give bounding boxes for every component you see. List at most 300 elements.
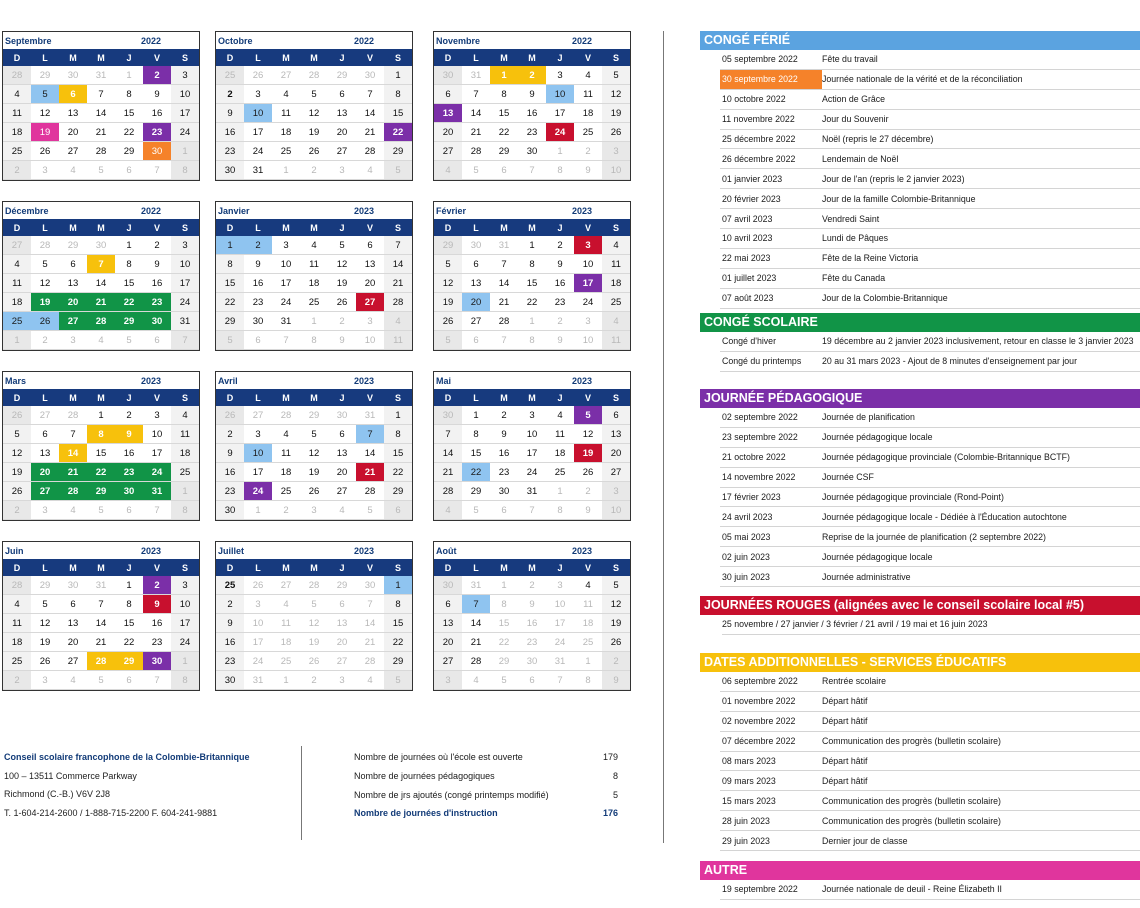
day-cell: 16 bbox=[115, 444, 143, 463]
day-grid bbox=[216, 236, 412, 350]
day-cell: 15 bbox=[384, 104, 412, 123]
day-cell: 17 bbox=[143, 444, 171, 463]
day-cell: 27 bbox=[328, 482, 356, 501]
day-cell: 7 bbox=[462, 595, 490, 614]
day-cell: 21 bbox=[490, 293, 518, 312]
day-cell: 2 bbox=[546, 236, 574, 255]
entry-date: 07 août 2023 bbox=[722, 293, 774, 304]
day-cell: 10 bbox=[244, 614, 272, 633]
stat-label: Nombre de journées où l'école est ouverte bbox=[354, 752, 523, 763]
contact-block bbox=[4, 748, 250, 822]
day-cell: 9 bbox=[216, 614, 244, 633]
day-cell: 6 bbox=[115, 161, 143, 180]
day-cell: 7 bbox=[143, 671, 171, 690]
day-cell: 5 bbox=[574, 406, 602, 425]
day-cell: 19 bbox=[328, 274, 356, 293]
month-year: 2023 bbox=[571, 375, 592, 386]
day-cell: 29 bbox=[87, 482, 115, 501]
day-cell: 6 bbox=[59, 595, 87, 614]
day-cell: 15 bbox=[490, 614, 518, 633]
day-cell: 7 bbox=[546, 671, 574, 690]
day-cell: 18 bbox=[171, 444, 199, 463]
day-cell: 4 bbox=[3, 85, 31, 104]
month-name: Juin bbox=[5, 545, 24, 556]
legend-entry bbox=[720, 448, 1140, 468]
day-cell: 17 bbox=[244, 633, 272, 652]
entry-date: 10 octobre 2022 bbox=[722, 94, 786, 105]
day-cell: 20 bbox=[328, 463, 356, 482]
day-cell: 17 bbox=[546, 614, 574, 633]
entry-date: 08 mars 2023 bbox=[722, 756, 776, 766]
day-cell: 1 bbox=[115, 236, 143, 255]
day-cell: 30 bbox=[59, 66, 87, 85]
weekday-label: M bbox=[500, 52, 508, 63]
day-cell: 10 bbox=[171, 595, 199, 614]
day-cell: 11 bbox=[171, 425, 199, 444]
day-cell: 28 bbox=[462, 652, 490, 671]
day-cell: 23 bbox=[216, 652, 244, 671]
day-grid bbox=[3, 236, 199, 350]
day-cell: 3 bbox=[518, 406, 546, 425]
day-cell: 10 bbox=[356, 331, 384, 350]
day-cell: 28 bbox=[300, 576, 328, 595]
day-cell: 8 bbox=[171, 161, 199, 180]
red-days-list: 25 novembre / 27 janvier / 3 février / 21 avril / 19 mai et 16 juin 2023 bbox=[722, 615, 1140, 635]
day-cell: 3 bbox=[546, 576, 574, 595]
month-name: Février bbox=[436, 205, 467, 216]
day-cell: 2 bbox=[300, 161, 328, 180]
legend-entry bbox=[720, 468, 1140, 488]
entry-description: Jour de l'an (repris le 2 janvier 2023) bbox=[822, 173, 965, 184]
month-calendar bbox=[2, 541, 200, 691]
month-year: 2023 bbox=[140, 545, 161, 556]
day-cell: 16 bbox=[244, 274, 272, 293]
weekday-label: D bbox=[13, 52, 21, 63]
day-cell: 31 bbox=[244, 161, 272, 180]
day-cell: 11 bbox=[602, 255, 630, 274]
day-cell: 24 bbox=[171, 633, 199, 652]
day-cell: 6 bbox=[115, 501, 143, 520]
entry-description: Jour du Souvenir bbox=[822, 114, 889, 125]
day-cell: 28 bbox=[59, 406, 87, 425]
day-cell: 1 bbox=[87, 406, 115, 425]
section-title: CONGÉ SCOLAIRE bbox=[700, 313, 1140, 332]
weekday-label: L bbox=[255, 392, 261, 403]
weekday-label: J bbox=[557, 562, 563, 573]
day-cell: 8 bbox=[546, 161, 574, 180]
day-cell: 28 bbox=[31, 236, 59, 255]
day-cell: 20 bbox=[328, 123, 356, 142]
day-cell: 29 bbox=[31, 576, 59, 595]
day-cell: 23 bbox=[115, 463, 143, 482]
day-cell: 7 bbox=[59, 425, 87, 444]
month-calendar bbox=[433, 31, 631, 181]
day-cell: 2 bbox=[31, 331, 59, 350]
day-cell: 24 bbox=[143, 463, 171, 482]
month-year: 2022 bbox=[353, 35, 374, 46]
day-cell: 25 bbox=[3, 312, 31, 331]
day-cell: 20 bbox=[31, 463, 59, 482]
weekday-label: L bbox=[255, 52, 261, 63]
day-cell: 1 bbox=[171, 482, 199, 501]
day-cell: 23 bbox=[244, 293, 272, 312]
weekday-label: J bbox=[126, 52, 132, 63]
weekday-label: J bbox=[557, 52, 563, 63]
day-grid bbox=[434, 236, 630, 350]
weekday-label: V bbox=[153, 52, 160, 63]
day-cell: 6 bbox=[143, 331, 171, 350]
page-divider bbox=[663, 31, 664, 843]
day-cell: 6 bbox=[462, 331, 490, 350]
day-cell: 1 bbox=[115, 66, 143, 85]
day-cell: 2 bbox=[216, 595, 244, 614]
entry-description: Fête du Canada bbox=[822, 273, 886, 284]
day-cell: 12 bbox=[602, 85, 630, 104]
weekday-label: M bbox=[528, 52, 536, 63]
weekday-label: M bbox=[69, 562, 77, 573]
weekday-label: S bbox=[612, 562, 619, 573]
month-name: Janvier bbox=[218, 205, 250, 216]
legend-section bbox=[700, 31, 1140, 309]
entry-description: Départ hâtif bbox=[822, 716, 868, 727]
day-cell: 8 bbox=[490, 85, 518, 104]
day-cell: 18 bbox=[272, 463, 300, 482]
weekday-label: M bbox=[310, 222, 318, 233]
entry-date: 24 avril 2023 bbox=[722, 511, 773, 522]
day-cell: 6 bbox=[328, 595, 356, 614]
day-cell: 14 bbox=[462, 614, 490, 633]
day-cell: 6 bbox=[328, 425, 356, 444]
day-cell: 14 bbox=[356, 444, 384, 463]
day-cell: 1 bbox=[115, 576, 143, 595]
day-cell: 5 bbox=[115, 331, 143, 350]
day-cell: 7 bbox=[356, 595, 384, 614]
day-cell: 7 bbox=[87, 255, 115, 274]
day-cell: 8 bbox=[115, 85, 143, 104]
day-cell: 31 bbox=[244, 671, 272, 690]
day-cell: 27 bbox=[3, 236, 31, 255]
day-cell: 9 bbox=[328, 331, 356, 350]
day-cell: 1 bbox=[574, 652, 602, 671]
weekday-label: M bbox=[310, 562, 318, 573]
day-grid bbox=[216, 66, 412, 180]
weekday-header bbox=[434, 49, 630, 66]
day-cell: 24 bbox=[574, 293, 602, 312]
day-cell: 27 bbox=[356, 293, 384, 312]
day-grid bbox=[434, 406, 630, 520]
day-cell: 6 bbox=[518, 671, 546, 690]
legend-entry bbox=[720, 408, 1140, 428]
day-cell: 16 bbox=[216, 123, 244, 142]
day-cell: 31 bbox=[490, 236, 518, 255]
day-cell: 23 bbox=[518, 123, 546, 142]
entry-description: Journée pédagogique locale bbox=[822, 432, 933, 443]
entry-date: 22 mai 2023 bbox=[722, 253, 771, 264]
day-cell: 23 bbox=[490, 463, 518, 482]
day-cell: 30 bbox=[143, 312, 171, 331]
legend-entry bbox=[720, 547, 1140, 567]
day-cell: 20 bbox=[59, 123, 87, 142]
weekday-header bbox=[434, 559, 630, 576]
day-cell: 28 bbox=[434, 482, 462, 501]
day-cell: 27 bbox=[244, 406, 272, 425]
weekday-label: J bbox=[126, 222, 132, 233]
day-cell: 8 bbox=[490, 595, 518, 614]
day-cell: 2 bbox=[3, 501, 31, 520]
day-cell: 15 bbox=[216, 274, 244, 293]
day-cell: 2 bbox=[490, 406, 518, 425]
day-cell: 18 bbox=[300, 274, 328, 293]
entry-date: 20 février 2023 bbox=[722, 193, 781, 204]
day-cell: 14 bbox=[384, 255, 412, 274]
day-cell: 21 bbox=[87, 633, 115, 652]
entry-date: 25 décembre 2022 bbox=[722, 134, 796, 144]
day-cell: 7 bbox=[171, 331, 199, 350]
weekday-label: D bbox=[226, 52, 234, 63]
weekday-label: J bbox=[339, 222, 345, 233]
stat-row bbox=[354, 748, 624, 767]
month-header bbox=[434, 542, 630, 559]
legend-entry bbox=[720, 50, 1140, 70]
day-cell: 20 bbox=[59, 633, 87, 652]
weekday-label: M bbox=[97, 392, 105, 403]
day-cell: 18 bbox=[546, 444, 574, 463]
weekday-label: S bbox=[181, 52, 188, 63]
entry-date: Congé du printemps bbox=[722, 356, 802, 367]
day-cell: 4 bbox=[3, 595, 31, 614]
day-cell: 3 bbox=[272, 236, 300, 255]
day-cell: 4 bbox=[356, 671, 384, 690]
day-cell: 8 bbox=[300, 331, 328, 350]
entry-description: Jour de la Colombie-Britannique bbox=[822, 293, 948, 304]
month-calendar bbox=[433, 371, 631, 521]
day-cell: 19 bbox=[31, 633, 59, 652]
entry-date: 01 juillet 2023 bbox=[722, 273, 777, 284]
day-cell: 27 bbox=[602, 463, 630, 482]
day-cell: 7 bbox=[143, 161, 171, 180]
day-cell: 8 bbox=[518, 255, 546, 274]
day-cell: 13 bbox=[602, 425, 630, 444]
day-cell: 5 bbox=[434, 255, 462, 274]
day-cell: 3 bbox=[171, 236, 199, 255]
day-cell: 5 bbox=[462, 501, 490, 520]
day-cell: 31 bbox=[87, 66, 115, 85]
day-cell: 13 bbox=[328, 444, 356, 463]
day-cell: 31 bbox=[356, 406, 384, 425]
day-cell: 11 bbox=[300, 255, 328, 274]
day-cell: 16 bbox=[143, 614, 171, 633]
legend-entry bbox=[720, 209, 1140, 229]
legend-entry bbox=[720, 507, 1140, 527]
weekday-label: S bbox=[612, 392, 619, 403]
day-cell: 26 bbox=[244, 576, 272, 595]
month-name: Juillet bbox=[218, 545, 245, 556]
day-cell: 6 bbox=[356, 236, 384, 255]
day-cell: 1 bbox=[244, 501, 272, 520]
day-cell: 9 bbox=[216, 444, 244, 463]
day-cell: 6 bbox=[59, 85, 87, 104]
legend-section bbox=[700, 653, 1140, 851]
day-cell: 29 bbox=[216, 312, 244, 331]
legend-entry bbox=[720, 672, 1140, 692]
day-cell: 9 bbox=[602, 671, 630, 690]
entry-description: 19 décembre au 2 janvier 2023 inclusivement, retour en classe le 3 janvier 2023 bbox=[822, 336, 1134, 347]
weekday-label: M bbox=[310, 52, 318, 63]
day-cell: 7 bbox=[87, 595, 115, 614]
weekday-header bbox=[216, 559, 412, 576]
weekday-label: L bbox=[42, 392, 48, 403]
legend-entry bbox=[720, 332, 1140, 352]
entry-description: Journée nationale de deuil - Reine Élizabeth II bbox=[822, 884, 1002, 895]
entry-date: 07 décembre 2022 bbox=[722, 736, 796, 747]
day-cell: 3 bbox=[31, 161, 59, 180]
day-cell: 5 bbox=[328, 236, 356, 255]
entry-description: Journée pédagogique provinciale (Rond-Point) bbox=[822, 492, 1004, 502]
day-cell: 28 bbox=[59, 482, 87, 501]
month-header bbox=[216, 372, 412, 389]
day-cell: 29 bbox=[490, 652, 518, 671]
day-cell: 5 bbox=[87, 671, 115, 690]
day-cell: 19 bbox=[300, 633, 328, 652]
day-cell: 24 bbox=[518, 463, 546, 482]
day-grid bbox=[3, 576, 199, 690]
day-cell: 5 bbox=[434, 331, 462, 350]
day-cell: 3 bbox=[602, 482, 630, 501]
day-cell: 17 bbox=[171, 614, 199, 633]
weekday-label: L bbox=[473, 392, 479, 403]
day-cell: 31 bbox=[546, 652, 574, 671]
day-cell: 28 bbox=[3, 66, 31, 85]
section-title: JOURNÉE PÉDAGOGIQUE bbox=[700, 389, 1140, 408]
weekday-label: V bbox=[153, 222, 160, 233]
day-cell: 5 bbox=[300, 85, 328, 104]
day-cell: 9 bbox=[518, 595, 546, 614]
weekday-label: M bbox=[282, 222, 290, 233]
month-calendar bbox=[215, 201, 413, 351]
day-cell: 22 bbox=[518, 293, 546, 312]
entry-date: 02 juin 2023 bbox=[722, 551, 770, 562]
weekday-label: V bbox=[584, 222, 591, 233]
day-cell: 18 bbox=[3, 293, 31, 312]
day-cell: 10 bbox=[602, 161, 630, 180]
day-cell: 2 bbox=[602, 652, 630, 671]
day-cell: 29 bbox=[462, 482, 490, 501]
weekday-label: M bbox=[282, 562, 290, 573]
day-cell: 19 bbox=[300, 123, 328, 142]
day-cell: 31 bbox=[87, 576, 115, 595]
entry-date: 10 avril 2023 bbox=[722, 233, 773, 244]
day-cell: 30 bbox=[216, 671, 244, 690]
month-header bbox=[216, 32, 412, 49]
day-cell: 2 bbox=[216, 85, 244, 104]
entry-description: Communication des progrès (bulletin scolaire) bbox=[822, 795, 1001, 806]
day-cell: 9 bbox=[574, 161, 602, 180]
weekday-label: L bbox=[42, 222, 48, 233]
day-cell: 6 bbox=[462, 255, 490, 274]
day-cell: 6 bbox=[490, 501, 518, 520]
day-cell: 29 bbox=[59, 236, 87, 255]
day-cell: 4 bbox=[434, 161, 462, 180]
day-cell: 1 bbox=[384, 576, 412, 595]
day-cell: 11 bbox=[272, 104, 300, 123]
day-cell: 20 bbox=[462, 293, 490, 312]
day-cell: 13 bbox=[434, 614, 462, 633]
stat-label: Nombre de journées d'instruction bbox=[354, 808, 498, 819]
day-cell: 1 bbox=[300, 312, 328, 331]
day-cell: 2 bbox=[143, 576, 171, 595]
day-cell: 24 bbox=[244, 482, 272, 501]
footer-divider bbox=[301, 746, 302, 840]
day-cell: 29 bbox=[328, 66, 356, 85]
weekday-label: S bbox=[181, 222, 188, 233]
section-title: DATES ADDITIONNELLES - SERVICES ÉDUCATIFS bbox=[700, 653, 1140, 672]
weekday-header bbox=[3, 559, 199, 576]
day-cell: 29 bbox=[490, 142, 518, 161]
day-cell: 27 bbox=[272, 576, 300, 595]
weekday-header bbox=[3, 49, 199, 66]
legend-entry bbox=[720, 428, 1140, 448]
day-cell: 27 bbox=[328, 142, 356, 161]
day-cell: 28 bbox=[384, 293, 412, 312]
entry-date: 02 septembre 2022 bbox=[722, 412, 798, 423]
section-title: AUTRE bbox=[700, 861, 1140, 880]
day-cell: 3 bbox=[244, 85, 272, 104]
weekday-label: M bbox=[69, 392, 77, 403]
day-cell: 2 bbox=[216, 425, 244, 444]
day-cell: 25 bbox=[602, 293, 630, 312]
day-cell: 26 bbox=[216, 406, 244, 425]
day-cell: 12 bbox=[602, 595, 630, 614]
day-cell: 12 bbox=[574, 425, 602, 444]
day-cell: 10 bbox=[244, 444, 272, 463]
day-cell: 23 bbox=[216, 482, 244, 501]
day-cell: 3 bbox=[602, 142, 630, 161]
day-cell: 28 bbox=[87, 652, 115, 671]
day-cell: 3 bbox=[244, 425, 272, 444]
day-cell: 23 bbox=[143, 293, 171, 312]
day-cell: 10 bbox=[546, 595, 574, 614]
day-cell: 19 bbox=[31, 293, 59, 312]
legend-entry bbox=[720, 811, 1140, 831]
day-cell: 30 bbox=[356, 66, 384, 85]
day-cell: 2 bbox=[272, 501, 300, 520]
day-cell: 6 bbox=[328, 85, 356, 104]
day-cell: 1 bbox=[490, 576, 518, 595]
day-cell: 3 bbox=[574, 236, 602, 255]
day-cell: 30 bbox=[115, 482, 143, 501]
day-cell: 27 bbox=[272, 66, 300, 85]
day-cell: 11 bbox=[384, 331, 412, 350]
month-name: Décembre bbox=[5, 205, 49, 216]
entry-date: 30 septembre 2022 bbox=[720, 70, 822, 89]
day-cell: 7 bbox=[356, 425, 384, 444]
day-cell: 30 bbox=[434, 66, 462, 85]
month-calendar bbox=[215, 541, 413, 691]
month-year: 2023 bbox=[571, 545, 592, 556]
day-cell: 24 bbox=[272, 293, 300, 312]
day-cell: 5 bbox=[87, 161, 115, 180]
day-cell: 17 bbox=[546, 104, 574, 123]
day-cell: 9 bbox=[143, 85, 171, 104]
day-cell: 30 bbox=[216, 501, 244, 520]
weekday-header bbox=[216, 219, 412, 236]
day-cell: 21 bbox=[59, 463, 87, 482]
day-cell: 6 bbox=[31, 425, 59, 444]
day-cell: 12 bbox=[31, 274, 59, 293]
legend-entry bbox=[720, 752, 1140, 772]
day-grid bbox=[434, 66, 630, 180]
day-cell: 22 bbox=[462, 463, 490, 482]
